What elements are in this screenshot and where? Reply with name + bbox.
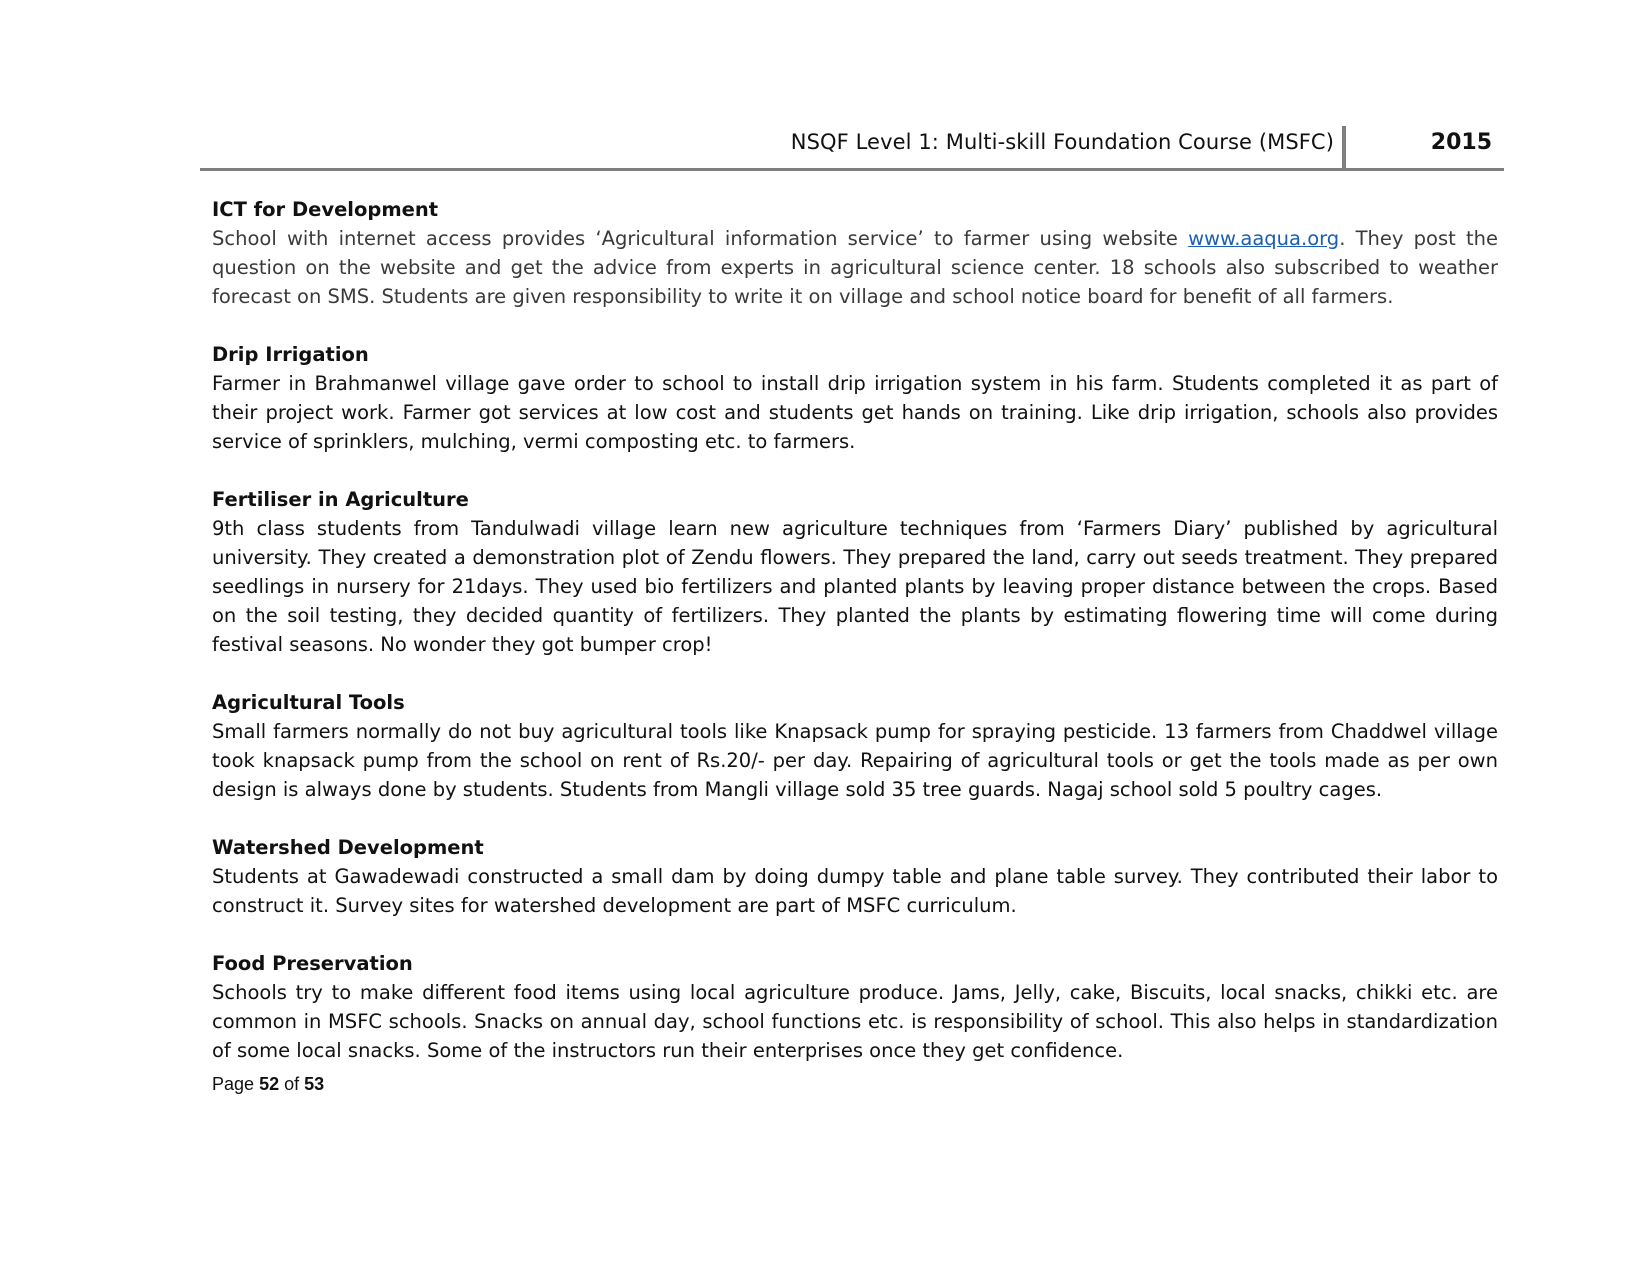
paragraph-text: . They post the question on the website and get the advice from experts in agricultural science center. 18 schools also subscribed to weather forecast on SMS. Students are given responsibility to write it on village and school notice board for benefit of all farmers. [212,227,1498,308]
section-heading: ICT for Development [212,198,439,221]
section-watershed-development [212,833,1498,920]
section-paragraph: Students at Gawadewadi constructed a small dam by doing dumpy table and plane table survey. They contributed their labor to construct it. Survey sites for watershed development are part of MSFC curriculum. [212,865,1498,917]
header-year: 2015 [1430,130,1492,155]
section-agricultural-tools [212,688,1498,804]
page-footer [212,1074,324,1095]
of-label: of [284,1074,300,1094]
page-label: Page [212,1074,255,1094]
section-fertiliser-in-agriculture [212,485,1498,659]
section-paragraph: 9th class students from Tandulwadi village learn new agriculture techniques from ‘Farmers Diary’ published by agricultural university. They created a demonstration plot of Zendu flowers. They prepared the land, carry out seeds treatment. They prepared seedlings in nursery for 21days. They used bio fertilizers and planted plants by leaving proper distance between the crops. Based on the soil testing, they decided quantity of fertilizers. They planted the plants by estimating flowering time will come during festival seasons. No wonder they got bumper crop! [212,517,1498,656]
page-content [212,195,1498,1094]
paragraph-text: School with internet access provides ‘Agricultural information service’ to farmer using website [212,227,1189,250]
section-ict-for-development [212,195,1498,311]
header-title: NSQF Level 1: Multi-skill Foundation Course (MSFC) [790,130,1334,154]
page-header [200,118,1504,171]
section-heading: Drip Irrigation [212,343,369,366]
current-page-number: 52 [259,1074,280,1094]
section-heading: Watershed Development [212,836,484,859]
header-divider [1342,126,1346,168]
section-food-preservation [212,949,1498,1065]
section-drip-irrigation [212,340,1498,456]
section-paragraph: Small farmers normally do not buy agricultural tools like Knapsack pump for spraying pesticide. 13 farmers from Chaddwel village took knapsack pump from the school on rent of Rs.20/- per day. Repairing of agricultural tools or get the tools made as per own design is always done by students. Students from Mangli village sold 35 tree guards. Nagaj school sold 5 poultry cages. [212,720,1498,801]
section-heading: Food Preservation [212,952,413,975]
section-paragraph: Farmer in Brahmanwel village gave order to school to install drip irrigation system in his farm. Students completed it as part of their project work. Farmer got services at low cost and students get hands on training. Like drip irrigation, schools also provides service of sprinklers, mulching, vermi composting etc. to farmers. [212,372,1498,453]
section-paragraph [212,224,1498,311]
section-heading: Fertiliser in Agriculture [212,488,469,511]
website-link[interactable]: www.aaqua.org [1188,227,1340,250]
section-heading: Agricultural Tools [212,691,405,714]
total-pages-number: 53 [304,1074,325,1094]
section-paragraph: Schools try to make different food items using local agriculture produce. Jams, Jelly, cake, Biscuits, local snacks, chikki etc. are common in MSFC schools. Snacks on annual day, school functions etc. is responsibility of school. This also helps in standardization of some local snacks. Some of the instructors run their enterprises once they get confidence. [212,981,1498,1062]
